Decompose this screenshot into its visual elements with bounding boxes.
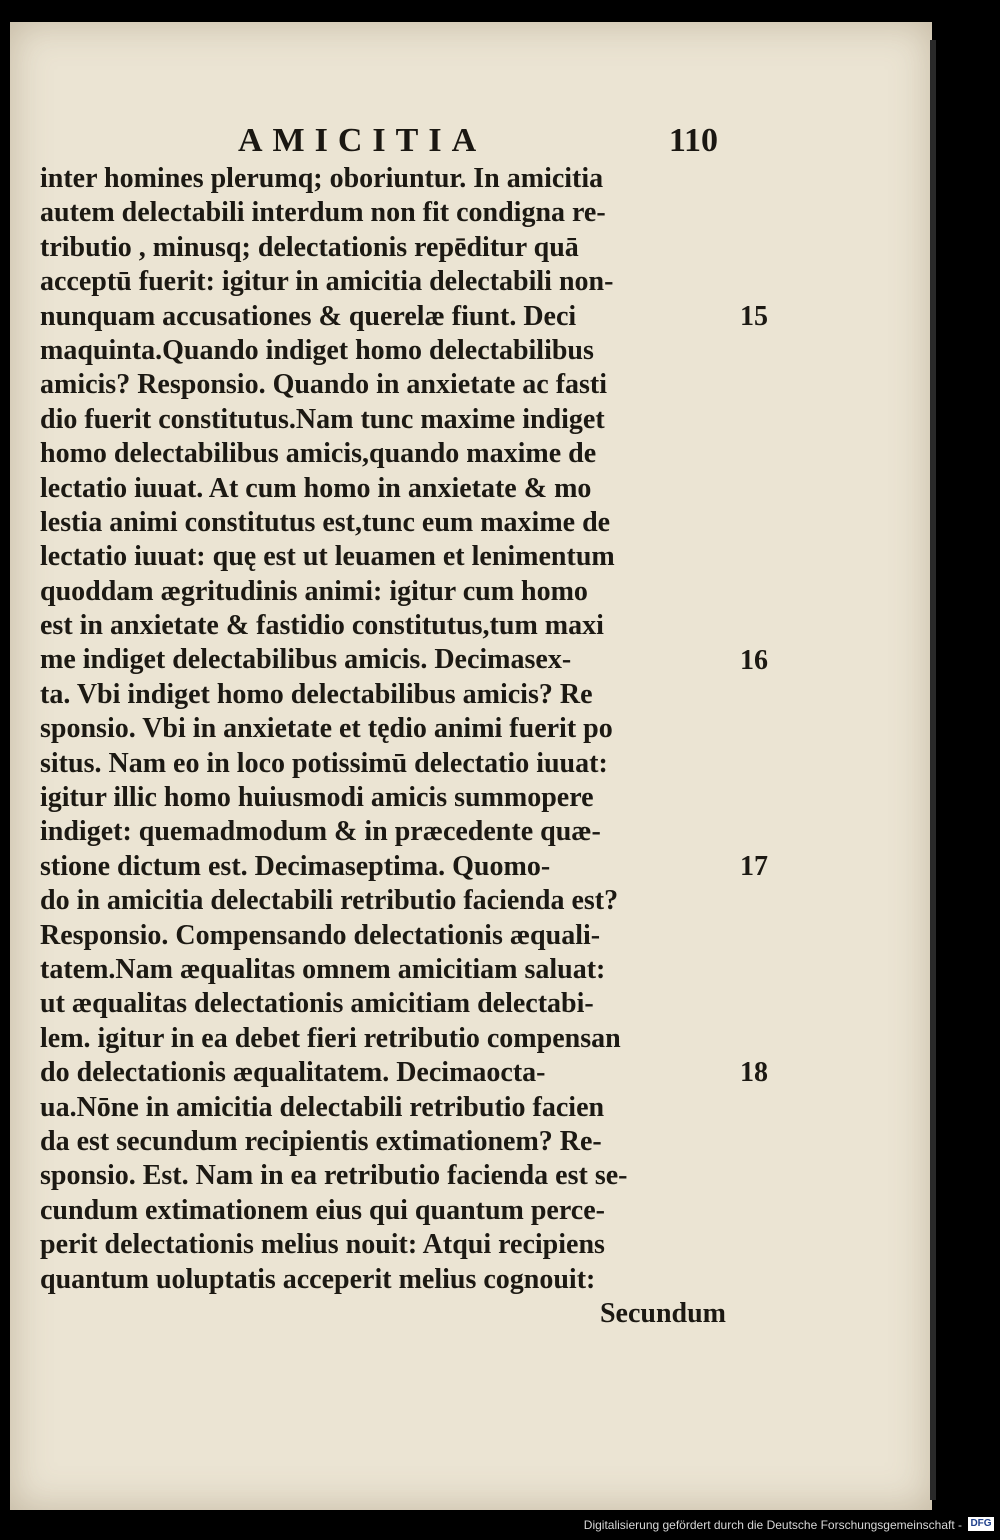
- text-line: quoddam ægritudinis animi: igitur cum homo: [40, 575, 588, 607]
- text-line: igitur illic homo huiusmodi amicis summopere: [40, 782, 594, 814]
- book-page: [10, 22, 932, 1510]
- catchword: Secundum: [599, 1297, 726, 1329]
- margin-number: 15: [740, 300, 768, 332]
- text-line: cundum extimationem eius qui quantum perce-: [40, 1194, 605, 1226]
- text-line: ut æqualitas delectationis amicitiam delectabi-: [40, 988, 594, 1020]
- margin-number: 18: [740, 1057, 768, 1089]
- text-line: acceptū fuerit: igitur in amicitia delectabili non-: [40, 266, 614, 298]
- text-line: sponsio. Est. Nam in ea retributio facienda est se-: [40, 1160, 628, 1192]
- text-line: dio fuerit constitutus.Nam tunc maxime indiget: [40, 403, 605, 435]
- text-line: tatem.Nam æqualitas omnem amicitiam saluat:: [40, 953, 606, 985]
- digitization-footer: [0, 1512, 1000, 1540]
- margin-number: 17: [740, 851, 768, 882]
- text-line: lestia animi constitutus est,tunc eum maxime de: [40, 506, 611, 538]
- text-line: quantum uoluptatis acceperit melius cognouit:: [40, 1263, 596, 1295]
- text-line: lectatio iuuat: quę est ut leuamen et lenimentum: [40, 541, 615, 573]
- body-text: [40, 162, 740, 1331]
- page-number: 110: [668, 122, 718, 159]
- text-line: autem delectabili interdum non fit condigna re-: [40, 197, 606, 229]
- text-line: maquinta.Quando indiget homo delectabilibus: [40, 334, 594, 366]
- text-line: da est secundum recipientis extimationem? Re-: [40, 1125, 602, 1157]
- text-line: lectatio iuuat. At cum homo in anxietate & mo: [40, 472, 592, 504]
- text-line: do delectationis æqualitatem. Decimaocta-: [40, 1057, 546, 1089]
- text-line: est in anxietate & fastidio constitutus,tum maxi: [40, 610, 604, 642]
- text-line: amicis? Responsio. Quando in anxietate ac fasti: [40, 369, 608, 401]
- page-edge: [930, 40, 936, 1500]
- text-line: tributio , minusq; delectationis repēditur quā: [40, 231, 579, 263]
- dfg-logo: DFG: [968, 1517, 994, 1531]
- running-title: AMICITIA: [238, 122, 487, 159]
- text-line: ua.Nōne in amicitia delectabili retributio facien: [40, 1091, 605, 1123]
- text-line: homo delectabilibus amicis,quando maxime de: [40, 438, 597, 470]
- text-line: perit delectationis melius nouit: Atqui recipiens: [40, 1229, 605, 1261]
- text-line: Responsio. Compensando delectationis æquali-: [40, 919, 601, 951]
- text-line: do in amicitia delectabili retributio facienda est?: [40, 885, 619, 917]
- margin-number: 16: [740, 644, 768, 676]
- text-line: me indiget delectabilibus amicis. Decimasex-: [40, 644, 572, 676]
- text-line: stione dictum est. Decimaseptima. Quomo-: [40, 850, 551, 882]
- text-line: situs. Nam eo in loco potissimū delectatio iuuat:: [40, 747, 608, 779]
- text-line: inter homines plerumq; oboriuntur. In amicitia: [40, 163, 604, 194]
- text-line: lem. igitur in ea debet fieri retributio compensan: [40, 1022, 621, 1054]
- page-header: [238, 122, 718, 166]
- text-line: nunquam accusationes & querelæ fiunt. Deci: [40, 300, 577, 332]
- text-line: indiget: quemadmodum & in præcedente quæ-: [40, 816, 601, 848]
- funding-credit: Digitalisierung gefördert durch die Deutsche Forschungsgemeinschaft -: [583, 1518, 962, 1532]
- text-line: sponsio. Vbi in anxietate et tędio animi fuerit po: [40, 713, 613, 745]
- text-line: ta. Vbi indiget homo delectabilibus amicis? Re: [40, 678, 593, 710]
